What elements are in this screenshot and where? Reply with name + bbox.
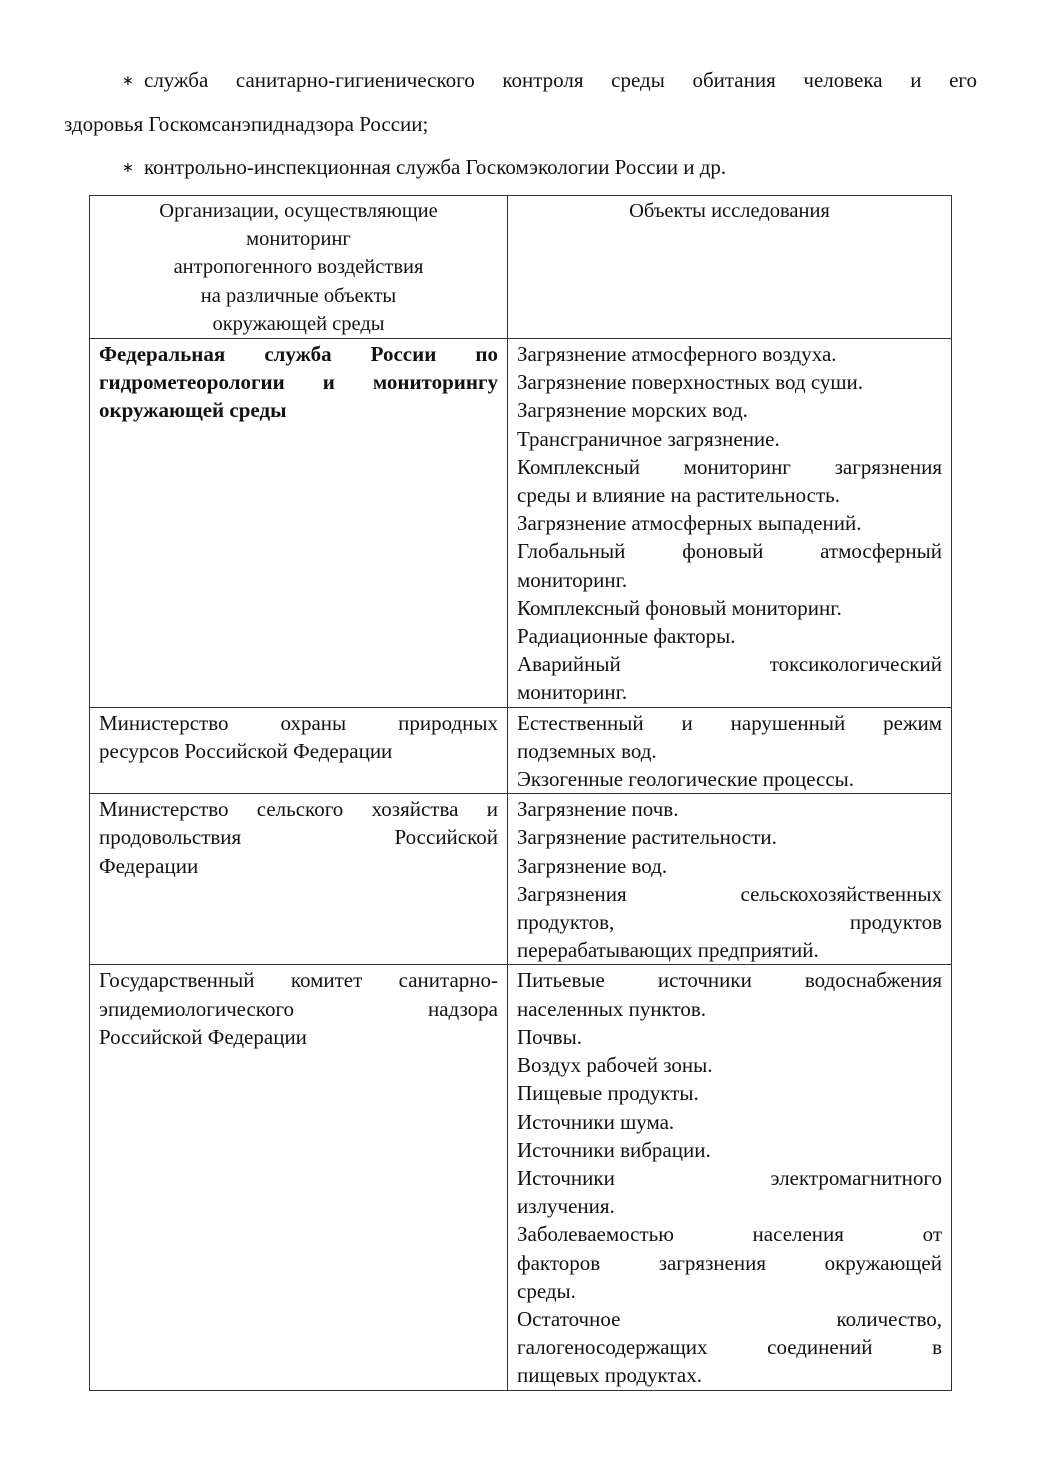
header-objects: Объекты исследования	[508, 196, 952, 339]
object-item	[517, 880, 942, 965]
object-line: перерабатывающих предприятий.	[517, 938, 819, 963]
bullet-2-text: контрольно-инспекционная служба Госкомэкологии России и др.	[144, 155, 727, 179]
object-line: Загрязнение поверхностных вод суши.	[517, 370, 864, 395]
object-item	[517, 1136, 942, 1164]
object-line: среды.	[517, 1278, 576, 1303]
object-line: подземных вод.	[517, 738, 657, 763]
object-line: Радиационные факторы.	[517, 624, 736, 649]
object-line: продуктов, продуктов	[517, 910, 942, 935]
table-row	[90, 707, 952, 794]
object-line: Загрязнение растительности.	[517, 825, 777, 850]
object-item	[517, 1051, 942, 1079]
bullet-star-icon: ∗	[122, 73, 134, 89]
bullet-item-1	[122, 66, 977, 95]
object-item	[517, 1023, 942, 1051]
object-line: Комплексный фоновый мониторинг.	[517, 595, 842, 620]
organization-line: Министерство сельского хозяйства и	[99, 797, 498, 822]
bullet-item-2	[122, 153, 977, 182]
object-item	[517, 509, 942, 537]
object-line: Воздух рабочей зоны.	[517, 1053, 713, 1078]
organization-line: продовольствия Российской	[99, 825, 498, 850]
organization-line: гидрометеорологии и мониторингу	[99, 370, 498, 395]
object-item	[517, 1305, 942, 1390]
object-line: Естественный и нарушенный режим	[517, 710, 942, 735]
object-line: мониторинг.	[517, 680, 628, 705]
object-line: Заболеваемостью населения от	[517, 1222, 942, 1247]
organization-line: Министерство охраны природных	[99, 710, 498, 735]
object-line: Загрязнение атмосферного воздуха.	[517, 342, 837, 367]
object-line: Экзогенные геологические процессы.	[517, 767, 855, 792]
object-item	[517, 453, 942, 509]
organization-line: Федеральная служба России по	[99, 342, 498, 367]
bullet-1-text-line-1: служба санитарно-гигиенического контроля среды обитания человека и его	[144, 68, 977, 92]
object-line: Питьевые источники водоснабжения	[517, 968, 942, 993]
object-item	[517, 709, 942, 765]
objects-cell	[508, 965, 952, 1390]
header-organizations: Организации, осуществляющие мониторинг антропогенного воздействия на различные объекты окружающей среды	[90, 196, 508, 339]
object-item	[517, 795, 942, 823]
monitoring-table	[89, 195, 952, 1391]
object-item	[517, 823, 942, 851]
object-item	[517, 650, 942, 706]
object-line: Комплексный мониторинг загрязнения	[517, 454, 942, 479]
object-line: Остаточное количество,	[517, 1306, 942, 1331]
object-line: излучения.	[517, 1194, 615, 1219]
object-item	[517, 1079, 942, 1107]
organization-cell	[90, 965, 508, 1390]
organization-cell	[90, 707, 508, 794]
object-line: Трансграничное загрязнение.	[517, 426, 780, 451]
object-item	[517, 966, 942, 1022]
organization-line: Государственный комитет санитарно-	[99, 968, 498, 993]
organization-line: Федерации	[99, 853, 199, 878]
object-line: Почвы.	[517, 1024, 582, 1049]
objects-cell	[508, 707, 952, 794]
object-line: Загрязнение вод.	[517, 853, 668, 878]
table-row	[90, 965, 952, 1390]
bullet-1-text-line-2: здоровья Госкомсанэпиднадзора России;	[64, 112, 429, 136]
table-row	[90, 339, 952, 708]
organization-line: Российской Федерации	[99, 1024, 307, 1049]
object-line: Пищевые продукты.	[517, 1081, 699, 1106]
object-line: Источники электромагнитного	[517, 1165, 942, 1190]
table-row	[90, 794, 952, 965]
objects-cell	[508, 339, 952, 708]
object-item	[517, 537, 942, 593]
object-line: Источники вибрации.	[517, 1137, 711, 1162]
organization-cell	[90, 339, 508, 708]
object-item	[517, 425, 942, 453]
object-line: Загрязнение морских вод.	[517, 398, 748, 423]
table-header-row	[90, 196, 952, 339]
object-line: мониторинг.	[517, 567, 628, 592]
object-item	[517, 396, 942, 424]
organization-line: эпидемиологического надзора	[99, 996, 498, 1021]
object-line: среды и влияние на растительность.	[517, 483, 840, 508]
object-line: факторов загрязнения окружающей	[517, 1250, 942, 1275]
object-line: Источники шума.	[517, 1109, 675, 1134]
object-line: населенных пунктов.	[517, 996, 707, 1021]
object-item	[517, 852, 942, 880]
object-item	[517, 594, 942, 622]
object-line: пищевых продуктах.	[517, 1363, 702, 1388]
object-item	[517, 622, 942, 650]
object-line: Загрязнение атмосферных выпадений.	[517, 511, 862, 536]
object-item	[517, 765, 942, 793]
object-line: Загрязнения сельскохозяйственных	[517, 881, 942, 906]
organization-line: ресурсов Российской Федерации	[99, 738, 393, 763]
organization-cell	[90, 794, 508, 965]
object-item	[517, 1220, 942, 1305]
object-item	[517, 1108, 942, 1136]
object-item	[517, 368, 942, 396]
object-item	[517, 340, 942, 368]
object-line: галогеносодержащих соединений в	[517, 1335, 942, 1360]
object-line: Аварийный токсикологический	[517, 652, 942, 677]
object-line: Глобальный фоновый атмосферный	[517, 539, 942, 564]
bullet-star-icon: ∗	[122, 160, 134, 176]
object-line: Загрязнение почв.	[517, 797, 679, 822]
object-item	[517, 1164, 942, 1220]
organization-line: окружающей среды	[99, 398, 287, 423]
objects-cell	[508, 794, 952, 965]
